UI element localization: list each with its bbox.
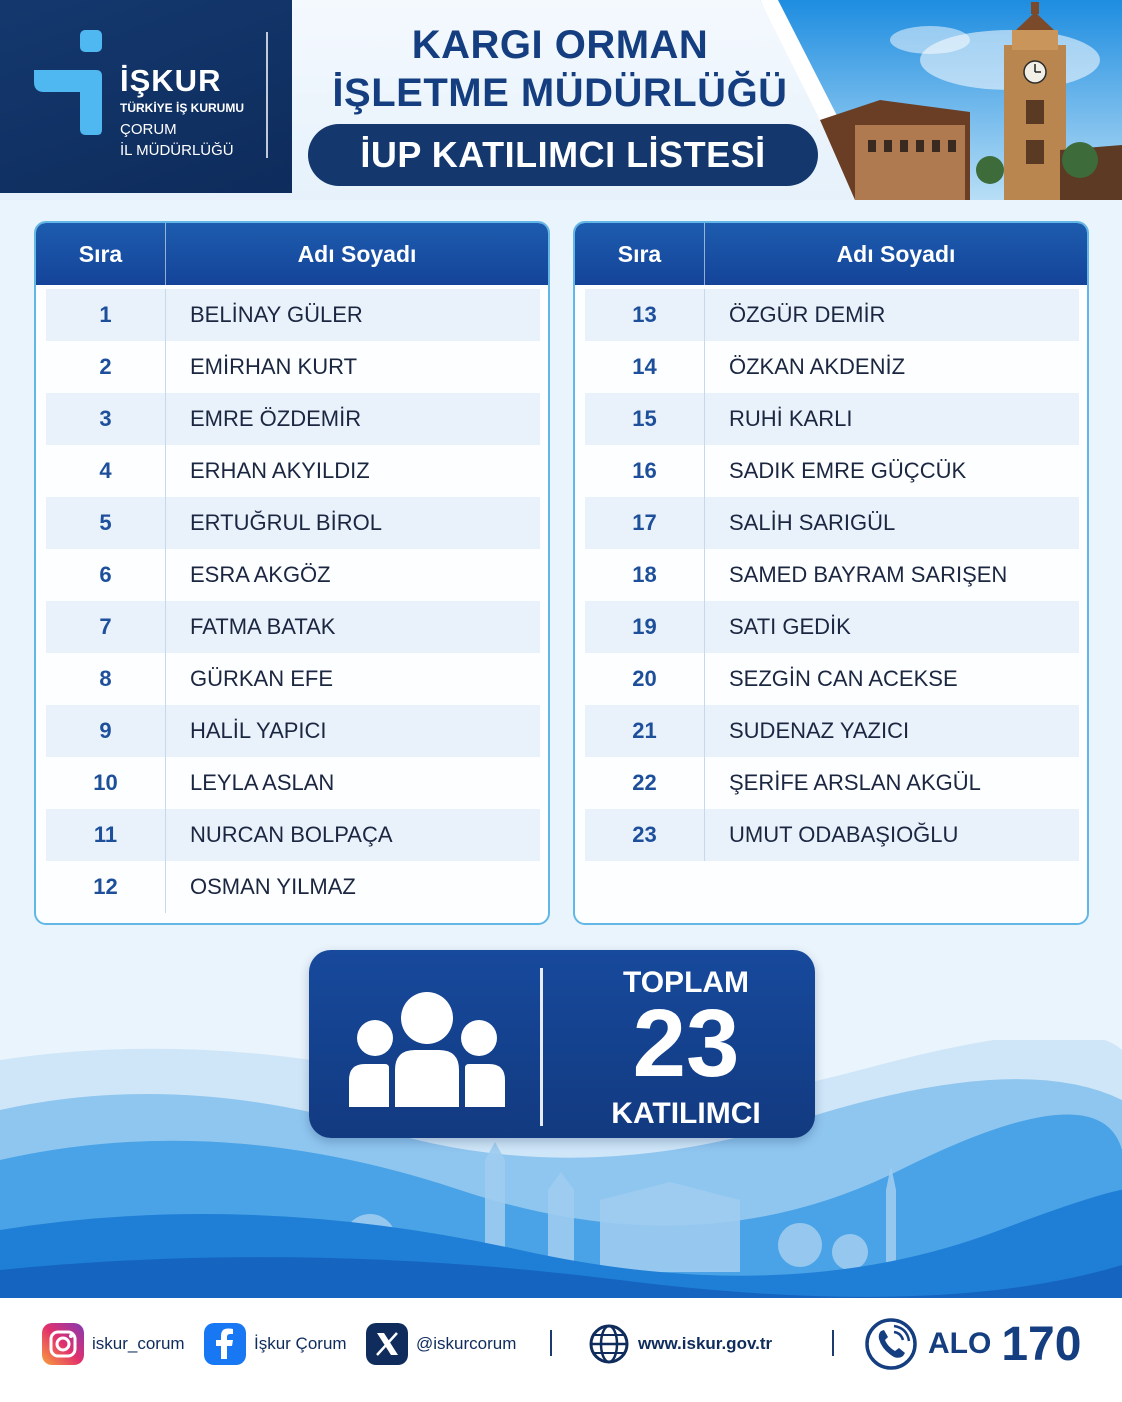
logo-brand: İŞKUR bbox=[120, 63, 222, 98]
page-subtitle-pill: İUP KATILIMCI LİSTESİ bbox=[308, 124, 818, 186]
row-number: 2 bbox=[46, 341, 166, 393]
page-title-line1: KARGI ORMAN bbox=[411, 23, 709, 67]
participant-name: SALİH SARIGÜL bbox=[729, 510, 896, 535]
participant-name: ÖZKAN AKDENİZ bbox=[729, 354, 906, 379]
participant-name: GÜRKAN EFE bbox=[190, 666, 334, 691]
row-number: 21 bbox=[585, 705, 705, 757]
table-header bbox=[36, 223, 548, 285]
row-number: 1 bbox=[46, 289, 166, 341]
table-row bbox=[585, 393, 1079, 445]
row-number: 18 bbox=[585, 549, 705, 601]
facebook-link[interactable] bbox=[204, 1322, 347, 1366]
website-link[interactable] bbox=[588, 1322, 772, 1366]
table-row bbox=[585, 653, 1079, 705]
globe-icon bbox=[588, 1323, 630, 1365]
row-number: 4 bbox=[46, 445, 166, 497]
table-row bbox=[585, 341, 1079, 393]
table-row bbox=[585, 705, 1079, 757]
header bbox=[0, 0, 1122, 200]
table-row bbox=[46, 653, 540, 705]
alo-170-hotline[interactable] bbox=[864, 1314, 1081, 1374]
footer bbox=[0, 1298, 1122, 1402]
table-row bbox=[46, 341, 540, 393]
people-group-icon bbox=[349, 992, 505, 1107]
table-row bbox=[46, 601, 540, 653]
participants-table-right bbox=[573, 221, 1089, 925]
row-number: 23 bbox=[585, 809, 705, 861]
clock-tower-photo bbox=[760, 0, 1122, 200]
column-header-sira: Sıra bbox=[36, 223, 166, 285]
row-number: 8 bbox=[46, 653, 166, 705]
row-number: 16 bbox=[585, 445, 705, 497]
footer-separator bbox=[550, 1330, 552, 1356]
participant-name: SADIK EMRE GÜÇCÜK bbox=[729, 458, 967, 483]
x-link[interactable] bbox=[366, 1322, 516, 1366]
column-header-name: Adı Soyadı bbox=[297, 241, 417, 267]
row-number: 14 bbox=[585, 341, 705, 393]
row-number: 3 bbox=[46, 393, 166, 445]
facebook-icon bbox=[204, 1323, 246, 1365]
participant-name: EMİRHAN KURT bbox=[190, 354, 358, 379]
facebook-page-name: İşkur Çorum bbox=[254, 1334, 347, 1353]
table-row bbox=[46, 289, 540, 341]
table-row bbox=[585, 757, 1079, 809]
row-number: 7 bbox=[46, 601, 166, 653]
total-divider bbox=[540, 968, 543, 1126]
table-row bbox=[585, 601, 1079, 653]
total-label-bottom: KATILIMCI bbox=[611, 1097, 761, 1130]
total-count: 23 bbox=[632, 990, 740, 1097]
iskur-logo-icon bbox=[34, 30, 114, 135]
table-row bbox=[46, 393, 540, 445]
instagram-handle: iskur_corum bbox=[92, 1334, 185, 1353]
participant-name: ŞERİFE ARSLAN AKGÜL bbox=[729, 770, 981, 795]
participant-name: BELİNAY GÜLER bbox=[190, 302, 363, 327]
participant-name: ÖZGÜR DEMİR bbox=[729, 302, 886, 327]
phone-icon bbox=[864, 1317, 918, 1371]
row-number: 13 bbox=[585, 289, 705, 341]
participant-name: SATI GEDİK bbox=[729, 614, 851, 639]
logo-city-line2: İL MÜDÜRLÜĞÜ bbox=[120, 142, 234, 159]
iskur-logo-text bbox=[120, 64, 244, 160]
instagram-icon bbox=[42, 1323, 84, 1365]
row-number: 10 bbox=[46, 757, 166, 809]
alo-label: ALO bbox=[928, 1327, 992, 1360]
table-row bbox=[46, 445, 540, 497]
table-header bbox=[575, 223, 1087, 285]
logo-city-line1: ÇORUM bbox=[120, 121, 177, 138]
total-label-top: TOPLAM bbox=[622, 966, 750, 999]
column-header-sira: Sıra bbox=[575, 223, 705, 285]
participant-name: ESRA AKGÖZ bbox=[190, 562, 331, 587]
participant-name: NURCAN BOLPAÇA bbox=[190, 822, 393, 847]
participant-name: SUDENAZ YAZICI bbox=[729, 718, 910, 743]
participants-table-left bbox=[34, 221, 550, 925]
participant-name: RUHİ KARLI bbox=[729, 406, 853, 431]
footer-separator bbox=[832, 1330, 834, 1356]
table-row bbox=[46, 705, 540, 757]
total-participants-card bbox=[309, 950, 815, 1138]
table-row bbox=[46, 757, 540, 809]
table-body bbox=[585, 289, 1079, 861]
x-handle: @iskurcorum bbox=[416, 1334, 517, 1353]
participant-name: UMUT ODABAŞIOĞLU bbox=[729, 822, 959, 847]
participant-name: LEYLA ASLAN bbox=[190, 770, 335, 795]
participant-name: EMRE ÖZDEMİR bbox=[190, 406, 362, 431]
column-header-name: Adı Soyadı bbox=[836, 241, 956, 267]
row-number: 12 bbox=[46, 861, 166, 913]
table-row bbox=[46, 497, 540, 549]
table-row bbox=[585, 549, 1079, 601]
row-number: 5 bbox=[46, 497, 166, 549]
row-number: 6 bbox=[46, 549, 166, 601]
x-twitter-icon bbox=[366, 1323, 408, 1365]
participant-name: FATMA BATAK bbox=[190, 614, 336, 639]
logo-subtitle: TÜRKİYE İŞ KURUMU bbox=[120, 101, 245, 115]
participant-name: ERTUĞRUL BİROL bbox=[190, 510, 382, 535]
table-row bbox=[585, 497, 1079, 549]
participant-name: OSMAN YILMAZ bbox=[190, 874, 356, 899]
logo-divider bbox=[266, 32, 268, 158]
participant-name: SEZGİN CAN ACEKSE bbox=[729, 666, 958, 691]
table-row bbox=[46, 861, 540, 913]
table-row bbox=[585, 289, 1079, 341]
table-body bbox=[46, 289, 540, 913]
instagram-link[interactable] bbox=[42, 1322, 185, 1366]
table-row bbox=[585, 809, 1079, 861]
row-number: 11 bbox=[46, 809, 166, 861]
iskur-logo-block bbox=[0, 0, 292, 193]
table-row bbox=[46, 809, 540, 861]
row-number: 22 bbox=[585, 757, 705, 809]
row-number: 15 bbox=[585, 393, 705, 445]
participant-name: SAMED BAYRAM SARIŞEN bbox=[729, 562, 1008, 587]
participant-name: ERHAN AKYILDIZ bbox=[190, 458, 370, 483]
table-row bbox=[585, 445, 1079, 497]
website-url: www.iskur.gov.tr bbox=[638, 1334, 773, 1353]
alo-number: 170 bbox=[1001, 1317, 1082, 1371]
table-row bbox=[46, 549, 540, 601]
row-number: 20 bbox=[585, 653, 705, 705]
row-number: 17 bbox=[585, 497, 705, 549]
row-number: 9 bbox=[46, 705, 166, 757]
row-number: 19 bbox=[585, 601, 705, 653]
page-title-line2: İŞLETME MÜDÜRLÜĞÜ bbox=[332, 71, 788, 115]
participant-name: HALİL YAPICI bbox=[190, 718, 327, 743]
